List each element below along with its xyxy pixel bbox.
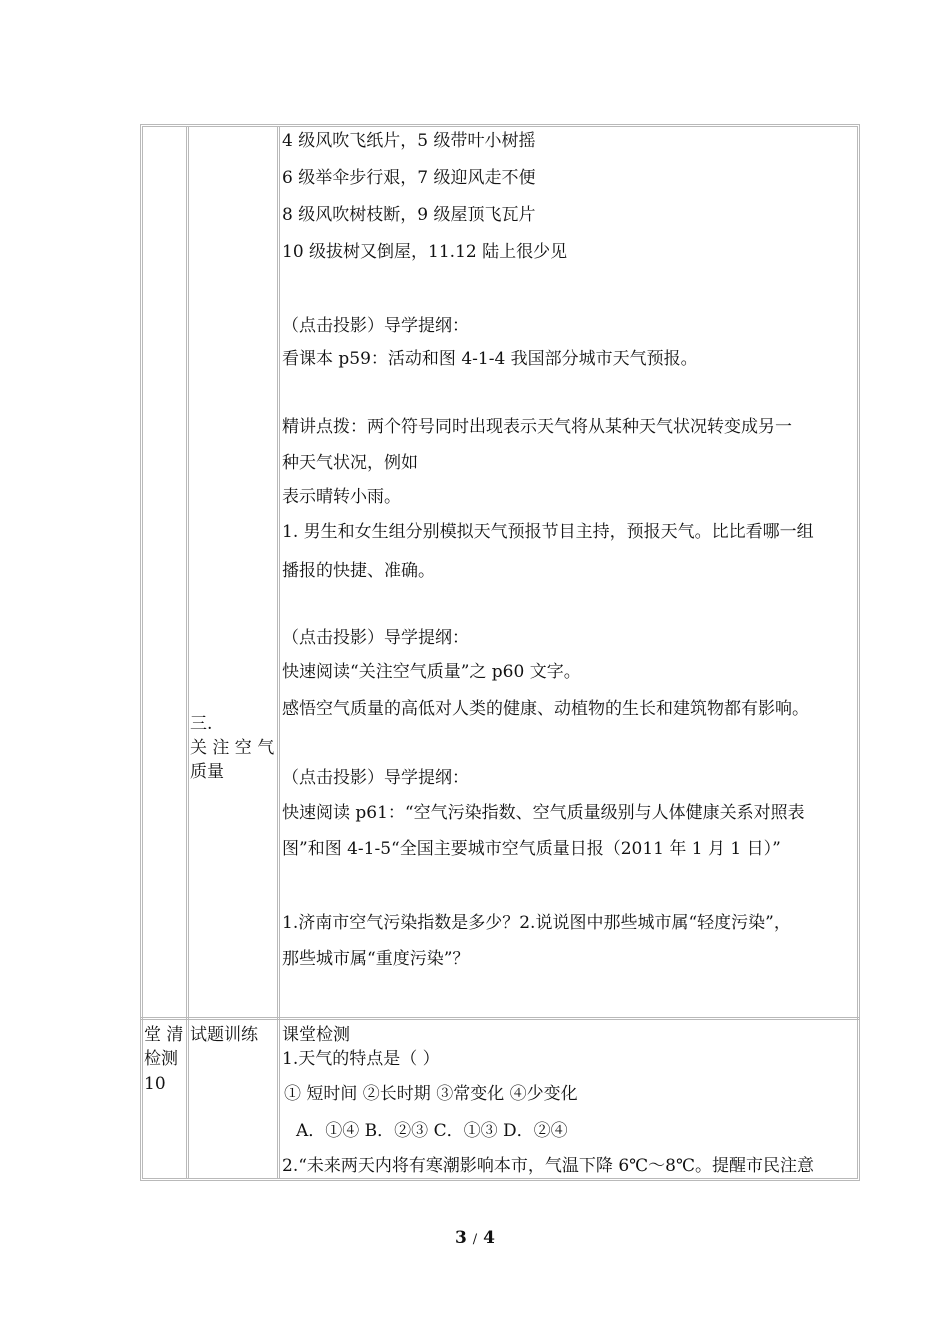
question-line-1: 1.济南市空气污染指数是多少？2.说说图中那些城市属“轻度污染”， [282,913,791,933]
page-current: 3 [455,1228,467,1248]
check-label-line-3: 10 [144,1074,166,1094]
tip-line-1: 精讲点拨：两个符号同时出现表示天气将从某种天气状况转变成另一 [282,417,792,437]
column-divider-2 [277,126,280,1179]
check-title: 课堂检测 [282,1025,350,1045]
check-question-1: 1.天气的特点是（ ） [282,1049,440,1069]
check-label-line-1: 堂 清 [144,1025,184,1045]
guide-1-text: 看课本 p59：活动和图 4-1-4 我国部分城市天气预报。 [282,349,698,369]
guide-3-title: （点击投影）导学提纲： [282,768,469,788]
wind-scale-line-1: 4 级风吹飞纸片，5 级带叶小树摇 [282,131,536,151]
guide-2-line-1: 快速阅读“关注空气质量”之 p60 文字。 [282,662,581,682]
wind-scale-line-2: 6 级举伞步行艰，7 级迎风走不便 [282,168,536,188]
guide-1-title: （点击投影）导学提纲： [282,316,469,336]
guide-3-line-1: 快速阅读 p61：“空气污染指数、空气质量级别与人体健康关系对照表 [282,803,805,823]
check-question-1-options: ① 短时间 ②长时期 ③常变化 ④少变化 [284,1084,578,1104]
row-divider [140,1017,860,1020]
check-type-label: 试题训练 [190,1025,258,1045]
guide-2-title: （点击投影）导学提纲： [282,628,469,648]
task-1-line-2: 播报的快捷、准确。 [282,561,435,581]
question-line-2: 那些城市属“重度污染”？ [282,949,470,969]
wind-scale-line-3: 8 级风吹树枝断，9 级屋顶飞瓦片 [282,205,536,225]
wind-scale-line-4: 10 级拔树又倒屋，11.12 陆上很少见 [282,242,568,262]
guide-2-line-2: 感悟空气质量的高低对人类的健康、动植物的生长和建筑物都有影响。 [282,699,809,719]
page-total: 4 [483,1228,495,1248]
column-divider-1 [186,126,189,1179]
section-3-title-line-2: 质量 [190,762,224,782]
tip-line-2: 种天气状况，例如 [282,453,418,473]
task-1-line-1: 1. 男生和女生组分别模拟天气预报节目主持，预报天气。比比看哪一组 [282,522,814,542]
tip-line-3: 表示晴转小雨。 [282,487,401,507]
check-question-2: 2.“未来两天内将有寒潮影响本市，气温下降 6℃～8℃。提醒市民注意 [282,1156,814,1176]
lesson-table [140,124,860,1181]
check-label-line-2: 检测 [144,1049,178,1069]
section-3-number: 三. [190,714,213,734]
section-3-title-line-1: 关 注 空 气 [190,738,275,758]
guide-3-line-2: 图”和图 4-1-5“全国主要城市空气质量日报（2011 年 1 月 1 日）” [282,839,781,859]
check-question-1-answers: A．①④ B．②③ C．①③ D．②④ [296,1121,568,1141]
page-separator: / [472,1232,478,1247]
page-number [0,1228,950,1248]
